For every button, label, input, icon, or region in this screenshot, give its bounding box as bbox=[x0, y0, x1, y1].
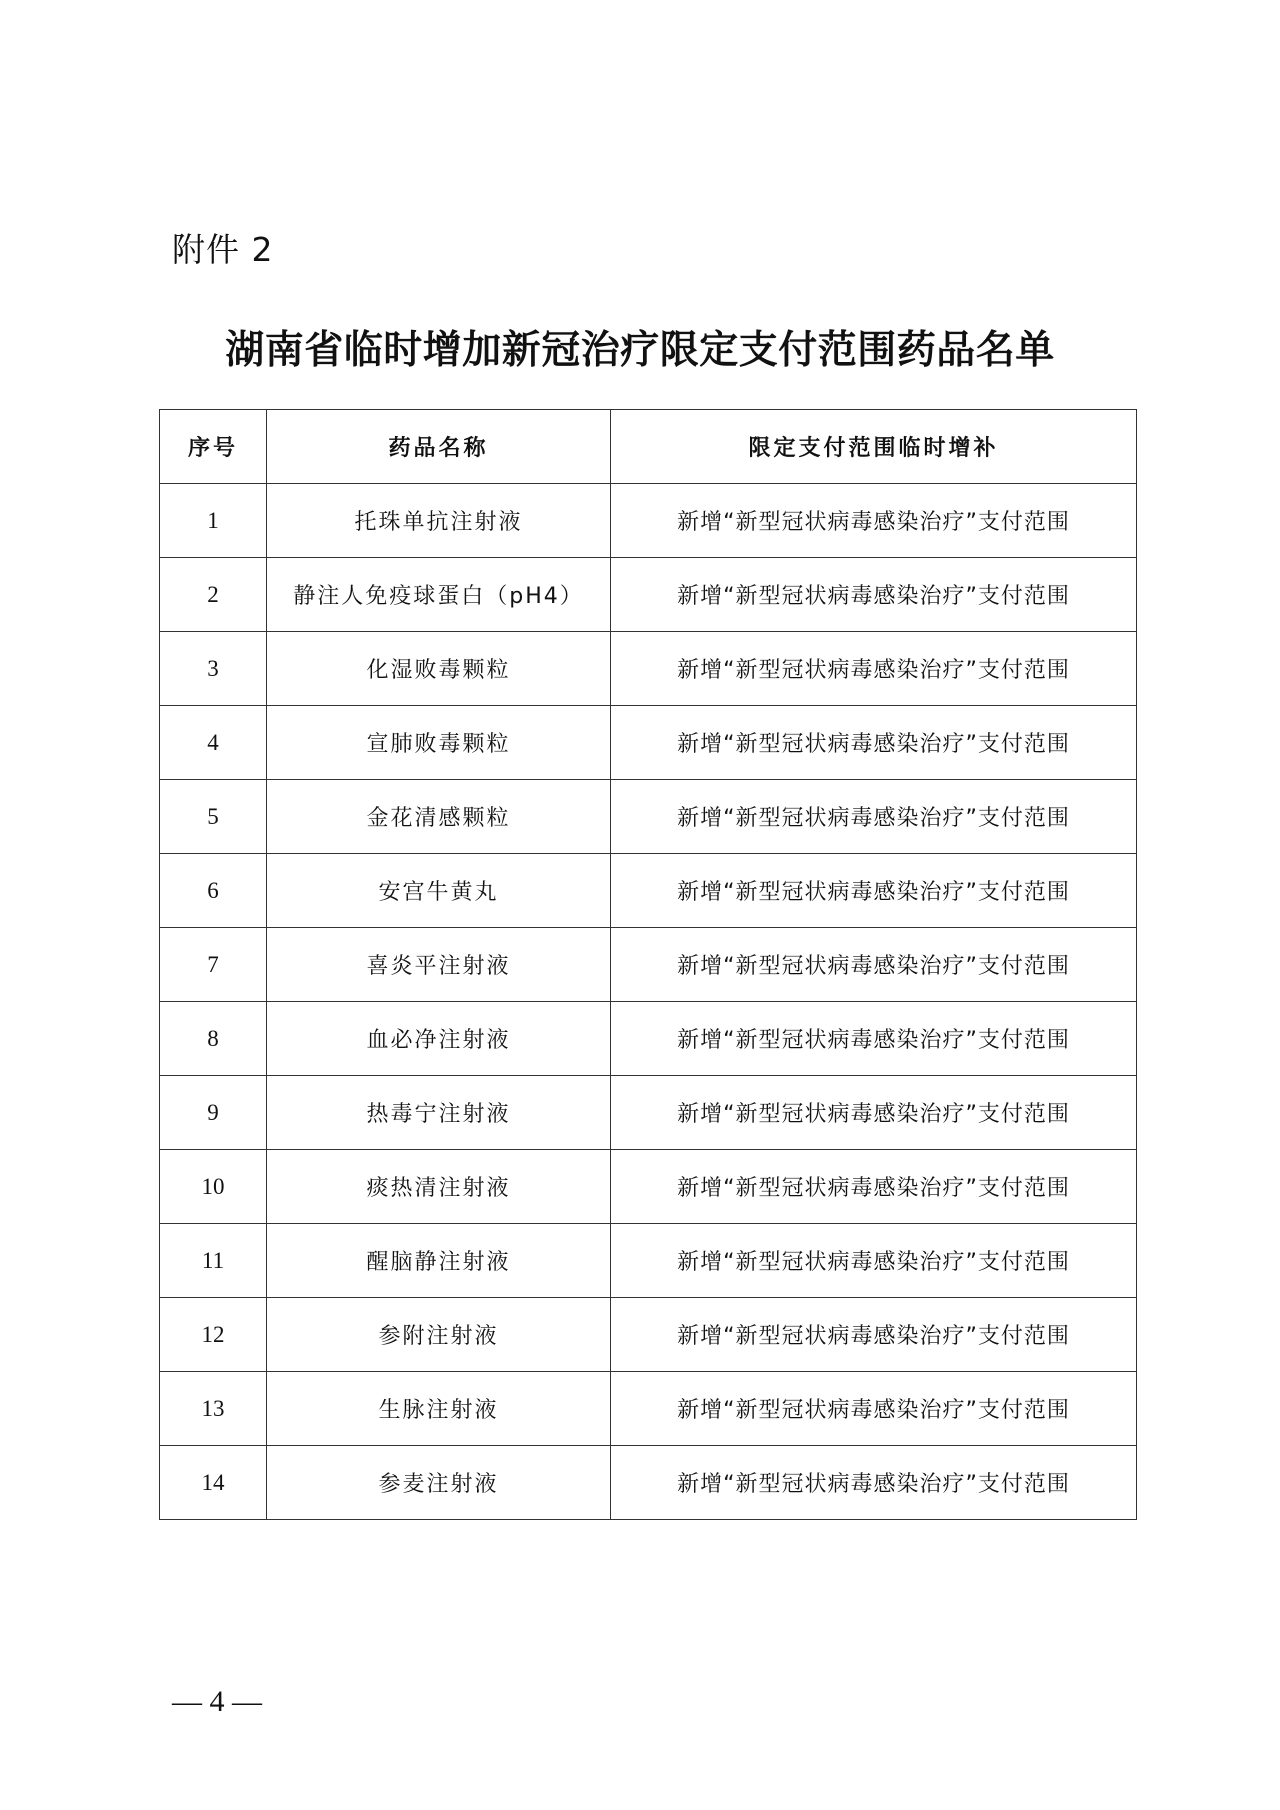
drug-name: 参附注射液 bbox=[267, 1298, 611, 1372]
payment-scope: 新增“新型冠状病毒感染治疗”支付范围 bbox=[611, 1298, 1137, 1372]
row-index: 3 bbox=[160, 632, 267, 706]
row-index: 14 bbox=[160, 1446, 267, 1520]
table-row bbox=[160, 1076, 1137, 1150]
drug-name: 醒脑静注射液 bbox=[267, 1224, 611, 1298]
page-number: — 4 — bbox=[172, 1685, 262, 1718]
header-scope: 限定支付范围临时增补 bbox=[611, 410, 1137, 484]
payment-scope: 新增“新型冠状病毒感染治疗”支付范围 bbox=[611, 928, 1137, 1002]
row-index: 10 bbox=[160, 1150, 267, 1224]
table-row bbox=[160, 780, 1137, 854]
drug-list-table bbox=[159, 409, 1137, 1520]
row-index: 6 bbox=[160, 854, 267, 928]
drug-name: 参麦注射液 bbox=[267, 1446, 611, 1520]
payment-scope: 新增“新型冠状病毒感染治疗”支付范围 bbox=[611, 706, 1137, 780]
row-index: 1 bbox=[160, 484, 267, 558]
drug-name: 安宫牛黄丸 bbox=[267, 854, 611, 928]
payment-scope: 新增“新型冠状病毒感染治疗”支付范围 bbox=[611, 1076, 1137, 1150]
drug-name: 静注人免疫球蛋白（pH4） bbox=[267, 558, 611, 632]
table-row bbox=[160, 1446, 1137, 1520]
payment-scope: 新增“新型冠状病毒感染治疗”支付范围 bbox=[611, 1372, 1137, 1446]
drug-name: 宣肺败毒颗粒 bbox=[267, 706, 611, 780]
table-row bbox=[160, 1372, 1137, 1446]
header-index: 序号 bbox=[160, 410, 267, 484]
row-index: 8 bbox=[160, 1002, 267, 1076]
row-index: 4 bbox=[160, 706, 267, 780]
row-index: 2 bbox=[160, 558, 267, 632]
table-row bbox=[160, 706, 1137, 780]
row-index: 9 bbox=[160, 1076, 267, 1150]
drug-name: 血必净注射液 bbox=[267, 1002, 611, 1076]
drug-name: 生脉注射液 bbox=[267, 1372, 611, 1446]
table-body bbox=[160, 484, 1137, 1520]
drug-name: 化湿败毒颗粒 bbox=[267, 632, 611, 706]
table-row bbox=[160, 484, 1137, 558]
drug-name: 喜炎平注射液 bbox=[267, 928, 611, 1002]
table-row bbox=[160, 632, 1137, 706]
payment-scope: 新增“新型冠状病毒感染治疗”支付范围 bbox=[611, 1224, 1137, 1298]
payment-scope: 新增“新型冠状病毒感染治疗”支付范围 bbox=[611, 484, 1137, 558]
drug-name: 痰热清注射液 bbox=[267, 1150, 611, 1224]
drug-name: 金花清感颗粒 bbox=[267, 780, 611, 854]
table-row bbox=[160, 928, 1137, 1002]
document-title: 湖南省临时增加新冠治疗限定支付范围药品名单 bbox=[225, 327, 1055, 373]
payment-scope: 新增“新型冠状病毒感染治疗”支付范围 bbox=[611, 558, 1137, 632]
header-drug-name: 药品名称 bbox=[267, 410, 611, 484]
table-row bbox=[160, 558, 1137, 632]
row-index: 5 bbox=[160, 780, 267, 854]
row-index: 11 bbox=[160, 1224, 267, 1298]
payment-scope: 新增“新型冠状病毒感染治疗”支付范围 bbox=[611, 1446, 1137, 1520]
row-index: 12 bbox=[160, 1298, 267, 1372]
payment-scope: 新增“新型冠状病毒感染治疗”支付范围 bbox=[611, 1150, 1137, 1224]
table-row bbox=[160, 854, 1137, 928]
attachment-label: 附件 2 bbox=[172, 230, 274, 269]
table-header-row bbox=[160, 410, 1137, 484]
payment-scope: 新增“新型冠状病毒感染治疗”支付范围 bbox=[611, 1002, 1137, 1076]
payment-scope: 新增“新型冠状病毒感染治疗”支付范围 bbox=[611, 780, 1137, 854]
payment-scope: 新增“新型冠状病毒感染治疗”支付范围 bbox=[611, 854, 1137, 928]
drug-name: 托珠单抗注射液 bbox=[267, 484, 611, 558]
table-row bbox=[160, 1002, 1137, 1076]
table-row bbox=[160, 1150, 1137, 1224]
row-index: 7 bbox=[160, 928, 267, 1002]
payment-scope: 新增“新型冠状病毒感染治疗”支付范围 bbox=[611, 632, 1137, 706]
row-index: 13 bbox=[160, 1372, 267, 1446]
drug-name: 热毒宁注射液 bbox=[267, 1076, 611, 1150]
table-row bbox=[160, 1224, 1137, 1298]
table-row bbox=[160, 1298, 1137, 1372]
